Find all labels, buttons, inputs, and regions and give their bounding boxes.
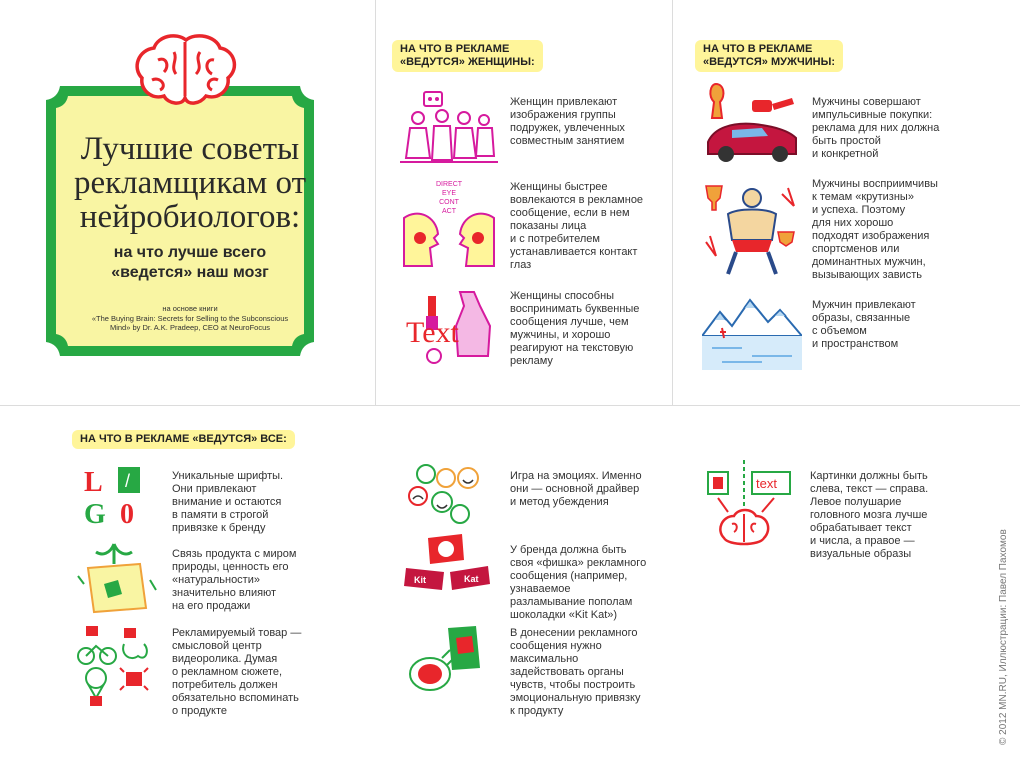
all-col3-item-1-text: Картинки должны быть слева, текст — справа. Левое полушарие головного мозга лучше обрабатывает текст и числа, а правое — визуальные образы bbox=[810, 470, 929, 560]
all-heading: НА ЧТО В РЕКЛАМЕ «ВЕДУТСЯ» ВСЕ: bbox=[72, 430, 295, 449]
all-col2-item-3-text: В донесении рекламного сообщения нужно максимально задействовать органы чувств, чтобы построить эмоциональную привязку к продукту bbox=[510, 627, 641, 717]
all-col1-item-3-text: Рекламируемый товар — смысловой центр видеоролика. Думая о рекламном сюжете, потребитель должен обязательно вспоминать о продукте bbox=[172, 627, 302, 717]
font-letter-slash: / bbox=[125, 471, 131, 491]
eye-contact-faces-icon bbox=[400, 178, 498, 270]
all-col1-item-2-text: Связь продукта с миром природы, ценность его «натуральности» значительно влияют на его продажи bbox=[172, 548, 297, 612]
sports-car-icon bbox=[702, 80, 802, 166]
men-item-1-text: Мужчины совершают импульсивные покупки: реклама для них должна быть простой и конкретной bbox=[812, 96, 940, 160]
font-letter-zero: 0 bbox=[120, 499, 134, 529]
font-letter-l: L bbox=[84, 467, 103, 498]
text-lipstick-icon bbox=[400, 286, 498, 370]
brain-text-picture-icon bbox=[702, 458, 802, 548]
kitkat-kit-label: Kit bbox=[414, 575, 426, 585]
icon-text-text: Text bbox=[406, 316, 459, 349]
all-col1-item-1-text: Уникальные шрифты. Они привлекают внимание и остаются в памяти в строгой привязке к бренду bbox=[172, 470, 284, 534]
icon-text-label: text bbox=[756, 476, 777, 491]
divider-right bbox=[672, 0, 673, 405]
unique-fonts-icon bbox=[74, 463, 154, 529]
divider-left bbox=[375, 0, 376, 405]
mountains-landscape-icon bbox=[702, 292, 802, 372]
page-title: Лучшие советы рекламщикам от нейробиологов: bbox=[73, 131, 307, 235]
men-heading: НА ЧТО В РЕКЛАМЕ «ВЕДУТСЯ» МУЖЧИНЫ: bbox=[695, 40, 843, 72]
men-item-2-text: Мужчины восприимчивы к темам «крутизны» и успеха. Поэтому для них хорошо подходят изображения спортсменов или доминантных мужчин, вызывающих зависть bbox=[812, 178, 938, 281]
kitkat-icon bbox=[402, 532, 492, 596]
women-item-2-text: Женщины быстрее вовлекаются в рекламное сообщение, если в нем показаны лица и с потребителем устанавливается контакт глаз bbox=[510, 181, 644, 271]
emotion-faces-icon bbox=[402, 462, 486, 526]
icon-text-cont: CONT bbox=[439, 199, 459, 206]
brain-icon bbox=[130, 30, 240, 110]
page-subtitle: на что лучше всего «ведется» наш мозг bbox=[111, 244, 269, 281]
eco-bag-icon bbox=[74, 540, 158, 614]
women-item-3-text: Женщины способны воспринимать буквенные сообщения лучше, чем мужчины, и хорошо реагируют на текстовую рекламу bbox=[510, 290, 640, 367]
women-heading: НА ЧТО В РЕКЛАМЕ «ВЕДУТСЯ» ЖЕНЩИНЫ: bbox=[392, 40, 543, 72]
book-source: на основе книги «The Buying Brain: Secrets for Selling to the Subconscious Mind» by Dr. A.K. Pradeep, CEO at NeuroFocus bbox=[91, 304, 289, 332]
kitkat-kat-label: Kat bbox=[464, 574, 479, 584]
divider-horizontal bbox=[0, 405, 1020, 406]
icon-text-act: ACT bbox=[442, 208, 456, 215]
font-letter-g: G bbox=[84, 499, 106, 529]
icon-text-direct: DIRECT bbox=[435, 181, 463, 188]
women-item-1-text: Женщин привлекают изображения группы подружек, увлеченных совместным занятием bbox=[510, 96, 625, 147]
credit-line: © 2012 MN.RU, Иллюстрации: Павел Пахомов bbox=[998, 529, 1009, 745]
all-col2-item-2-text: У бренда должна быть своя «фишка» рекламного сообщения (например, узнаваемое разламывание пополам шоколадки «Kit Kat») bbox=[510, 544, 647, 621]
all-col2-item-1-text: Игра на эмоциях. Именно они — основной драйвер и метод убеждения bbox=[510, 470, 642, 508]
product-plot-icon bbox=[74, 622, 158, 708]
icon-text-eye: EYE bbox=[441, 190, 457, 197]
men-item-3-text: Мужчин привлекают образы, связанные с объемом и пространством bbox=[812, 299, 916, 350]
group-of-friends-icon bbox=[400, 88, 498, 166]
athlete-trophy-icon bbox=[702, 180, 802, 280]
senses-snack-icon bbox=[402, 622, 492, 702]
